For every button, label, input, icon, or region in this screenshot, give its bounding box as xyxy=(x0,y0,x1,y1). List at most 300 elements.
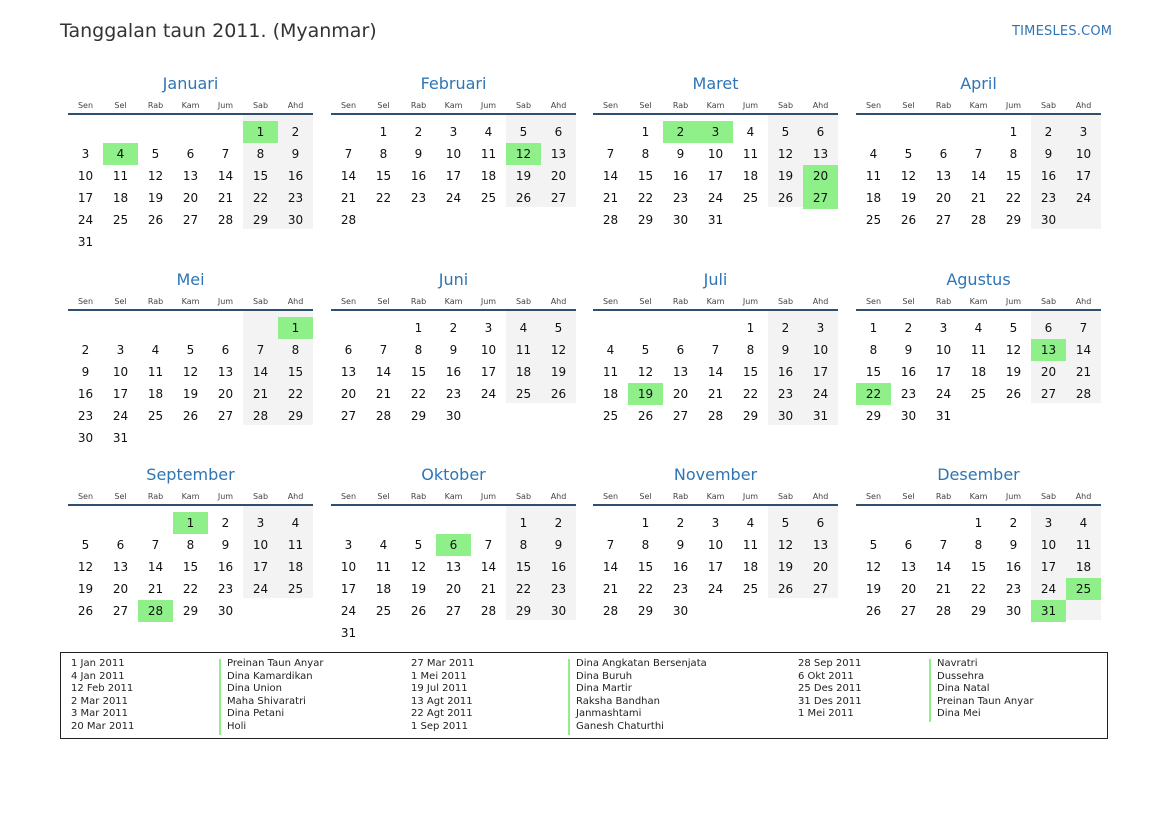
legend-date: 1 Mei 2011 xyxy=(798,708,854,720)
day-cell: 8 xyxy=(641,147,650,161)
legend-date: 25 Des 2011 xyxy=(798,683,862,695)
day-cell: 18 xyxy=(742,560,759,574)
day-cell: 7 xyxy=(256,343,265,357)
day-cell: 22 xyxy=(637,191,654,205)
day-cell: 6 xyxy=(554,125,563,139)
day-cell: 4 xyxy=(379,538,388,552)
day-cell: 11 xyxy=(287,538,304,552)
weekday-header: Jum xyxy=(217,101,234,110)
day-cell: 6 xyxy=(676,343,685,357)
month-rule xyxy=(331,309,576,311)
weekday-header: Kam xyxy=(444,297,463,306)
legend-date: 19 Jul 2011 xyxy=(411,683,468,695)
day-cell: 25 xyxy=(742,191,759,205)
day-cell: 25 xyxy=(865,213,882,227)
month-rule xyxy=(856,504,1101,506)
day-cell: 9 xyxy=(676,538,685,552)
weekday-header: Sab xyxy=(515,101,532,110)
day-cell: 18 xyxy=(515,365,532,379)
month-11 xyxy=(593,465,838,655)
weekday-header: Kam xyxy=(181,101,200,110)
weekday-header: Ahd xyxy=(287,101,304,110)
month-name: November xyxy=(673,465,758,484)
day-cell: 23 xyxy=(410,191,427,205)
weekday-header: Sen xyxy=(865,101,882,110)
day-cell: 31 xyxy=(935,409,952,423)
day-cell: 15 xyxy=(742,365,759,379)
day-cell: 10 xyxy=(1075,147,1092,161)
day-cell: 4 xyxy=(606,343,615,357)
day-cell: 4 xyxy=(746,125,755,139)
day-cell: 16 xyxy=(77,387,94,401)
weekday-header: Kam xyxy=(181,492,200,501)
day-cell: 25 xyxy=(287,582,304,596)
weekday-header: Rab xyxy=(672,297,689,306)
day-cell: 4 xyxy=(484,125,493,139)
month-12 xyxy=(856,465,1101,655)
weekday-header: Rab xyxy=(147,297,164,306)
legend-date: 20 Mar 2011 xyxy=(71,720,135,732)
day-cell: 3 xyxy=(939,321,948,335)
day-cell: 1 xyxy=(641,125,650,139)
weekday-header: Sen xyxy=(77,492,94,501)
day-cell: 23 xyxy=(550,582,567,596)
day-cell: 14 xyxy=(602,169,619,183)
day-cell: 11 xyxy=(1075,538,1092,552)
weekday-header: Ahd xyxy=(550,101,567,110)
weekday-header: Sen xyxy=(340,297,357,306)
day-cell: 10 xyxy=(445,147,462,161)
day-cell: 11 xyxy=(742,538,759,552)
day-cell: 29 xyxy=(410,409,427,423)
day-cell: 21 xyxy=(340,191,357,205)
day-cell: 16 xyxy=(445,365,462,379)
day-cell: 26 xyxy=(900,213,917,227)
day-cell: 30 xyxy=(77,431,94,445)
day-cell: 17 xyxy=(812,365,829,379)
month-name: Juli xyxy=(703,270,728,289)
day-cell: 21 xyxy=(147,582,164,596)
day-cell: 15 xyxy=(410,365,427,379)
day-cell: 6 xyxy=(816,516,825,530)
day-cell: 14 xyxy=(340,169,357,183)
weekday-header: Jum xyxy=(480,492,497,501)
day-cell: 19 xyxy=(515,169,532,183)
day-cell: 21 xyxy=(1075,365,1092,379)
day-cell: 24 xyxy=(812,387,829,401)
month-rule xyxy=(68,309,313,311)
day-cell: 10 xyxy=(77,169,94,183)
day-cell: 7 xyxy=(379,343,388,357)
month-rule xyxy=(593,504,838,506)
holiday-day: 19 xyxy=(628,383,663,405)
weekday-header: Ahd xyxy=(1075,297,1092,306)
day-cell: 9 xyxy=(414,147,423,161)
day-cell: 19 xyxy=(550,365,567,379)
day-cell: 27 xyxy=(112,604,129,618)
month-name: Oktober xyxy=(421,465,486,484)
weekday-header: Kam xyxy=(706,297,725,306)
legend-names xyxy=(227,658,323,734)
day-cell: 24 xyxy=(707,582,724,596)
month-name: Maret xyxy=(692,74,739,93)
day-cell: 12 xyxy=(147,169,164,183)
day-cell: 10 xyxy=(812,343,829,357)
weekday-header: Jum xyxy=(1005,492,1022,501)
day-cell: 3 xyxy=(256,516,265,530)
day-cell: 7 xyxy=(711,343,720,357)
weekday-header: Sen xyxy=(865,492,882,501)
day-cell: 10 xyxy=(707,538,724,552)
day-cell: 16 xyxy=(1040,169,1057,183)
legend-holiday-name: Preinan Taun Anyar xyxy=(937,695,1034,707)
weekday-header: Ahd xyxy=(812,297,829,306)
weekday-header: Ahd xyxy=(1075,101,1092,110)
day-cell: 15 xyxy=(515,560,532,574)
day-cell: 14 xyxy=(935,560,952,574)
day-cell: 13 xyxy=(112,560,129,574)
day-cell: 22 xyxy=(637,582,654,596)
weekday-header: Sel xyxy=(639,297,652,306)
weekday-header: Ahd xyxy=(287,492,304,501)
legend-color-bar xyxy=(219,659,221,735)
day-cell: 2 xyxy=(291,125,300,139)
weekday-header: Rab xyxy=(147,101,164,110)
day-cell: 10 xyxy=(707,147,724,161)
legend-holiday-name: Dina Kamardikan xyxy=(227,670,313,682)
month-name: Januari xyxy=(162,74,219,93)
day-cell: 14 xyxy=(707,365,724,379)
holiday-day: 31 xyxy=(1031,600,1066,622)
day-cell: 8 xyxy=(291,343,300,357)
weekday-header: Kam xyxy=(969,492,988,501)
day-cell: 24 xyxy=(77,213,94,227)
day-cell: 7 xyxy=(606,538,615,552)
day-cell: 31 xyxy=(77,235,94,249)
day-cell: 30 xyxy=(777,409,794,423)
day-cell: 3 xyxy=(344,538,353,552)
weekday-header: Ahd xyxy=(812,492,829,501)
day-cell: 28 xyxy=(252,409,269,423)
weekday-header: Sab xyxy=(1040,101,1057,110)
day-cell: 27 xyxy=(1040,387,1057,401)
day-cell: 26 xyxy=(147,213,164,227)
day-cell: 15 xyxy=(287,365,304,379)
month-8 xyxy=(856,270,1101,460)
day-cell: 31 xyxy=(812,409,829,423)
weekday-header: Sel xyxy=(114,101,127,110)
day-cell: 13 xyxy=(900,560,917,574)
day-cell: 17 xyxy=(1040,560,1057,574)
weekday-header: Ahd xyxy=(550,492,567,501)
weekday-header: Sel xyxy=(639,492,652,501)
holiday-day: 12 xyxy=(506,143,541,165)
month-rule xyxy=(856,309,1101,311)
day-cell: 3 xyxy=(816,321,825,335)
day-cell: 16 xyxy=(672,560,689,574)
day-cell: 14 xyxy=(217,169,234,183)
day-cell: 18 xyxy=(1075,560,1092,574)
weekday-header: Rab xyxy=(672,492,689,501)
month-name: Februari xyxy=(420,74,487,93)
day-cell: 18 xyxy=(480,169,497,183)
day-cell: 22 xyxy=(515,582,532,596)
day-cell: 10 xyxy=(480,343,497,357)
day-cell: 24 xyxy=(340,604,357,618)
day-cell: 4 xyxy=(869,147,878,161)
day-cell: 14 xyxy=(147,560,164,574)
holiday-day: 22 xyxy=(856,383,891,405)
day-cell: 30 xyxy=(217,604,234,618)
day-cell: 9 xyxy=(781,343,790,357)
day-cell: 23 xyxy=(287,191,304,205)
day-cell: 30 xyxy=(1005,604,1022,618)
holiday-day: 1 xyxy=(243,121,278,143)
day-cell: 9 xyxy=(554,538,563,552)
day-cell: 9 xyxy=(291,147,300,161)
day-cell: 7 xyxy=(606,147,615,161)
day-cell: 11 xyxy=(515,343,532,357)
day-cell: 20 xyxy=(217,387,234,401)
day-cell: 22 xyxy=(252,191,269,205)
day-cell: 7 xyxy=(344,147,353,161)
day-cell: 17 xyxy=(707,169,724,183)
day-cell: 11 xyxy=(112,169,129,183)
day-cell: 20 xyxy=(672,387,689,401)
month-rule xyxy=(856,113,1101,115)
day-cell: 27 xyxy=(935,213,952,227)
holiday-day: 2 xyxy=(663,121,698,143)
day-cell: 19 xyxy=(1005,365,1022,379)
day-cell: 9 xyxy=(221,538,230,552)
day-cell: 21 xyxy=(480,582,497,596)
day-cell: 29 xyxy=(637,604,654,618)
day-cell: 27 xyxy=(900,604,917,618)
holiday-day: 20 xyxy=(803,165,838,187)
day-cell: 29 xyxy=(865,409,882,423)
day-cell: 23 xyxy=(1040,191,1057,205)
day-cell: 22 xyxy=(375,191,392,205)
weekday-header: Rab xyxy=(410,297,427,306)
day-cell: 29 xyxy=(287,409,304,423)
day-cell: 19 xyxy=(77,582,94,596)
day-cell: 3 xyxy=(484,321,493,335)
day-cell: 28 xyxy=(375,409,392,423)
month-5 xyxy=(68,270,313,460)
day-cell: 16 xyxy=(287,169,304,183)
weekday-header: Jum xyxy=(1005,297,1022,306)
weekday-header: Ahd xyxy=(812,101,829,110)
day-cell: 18 xyxy=(287,560,304,574)
day-cell: 21 xyxy=(970,191,987,205)
day-cell: 19 xyxy=(865,582,882,596)
weekday-header: Rab xyxy=(410,492,427,501)
legend-holiday-name: Maha Shivaratri xyxy=(227,695,306,707)
legend-holiday-name: Dina Union xyxy=(227,683,283,695)
legend-date: 1 Sep 2011 xyxy=(411,720,469,732)
weekday-header: Ahd xyxy=(1075,492,1092,501)
day-cell: 13 xyxy=(445,560,462,574)
day-cell: 28 xyxy=(1075,387,1092,401)
day-cell: 24 xyxy=(935,387,952,401)
day-cell: 27 xyxy=(217,409,234,423)
day-cell: 6 xyxy=(221,343,230,357)
holiday-day: 4 xyxy=(103,143,138,165)
day-cell: 17 xyxy=(77,191,94,205)
day-cell: 14 xyxy=(480,560,497,574)
day-cell: 4 xyxy=(519,321,528,335)
weekday-header: Jum xyxy=(742,297,759,306)
day-cell: 5 xyxy=(414,538,423,552)
day-cell: 5 xyxy=(519,125,528,139)
month-name: Mei xyxy=(176,270,205,289)
weekday-header: Rab xyxy=(672,101,689,110)
day-cell: 8 xyxy=(519,538,528,552)
day-cell: 22 xyxy=(410,387,427,401)
weekday-header: Jum xyxy=(480,101,497,110)
holiday-day: 1 xyxy=(173,512,208,534)
holiday-legend xyxy=(60,652,1108,739)
weekday-header: Sel xyxy=(377,492,390,501)
day-cell: 24 xyxy=(252,582,269,596)
day-cell: 18 xyxy=(970,365,987,379)
legend-color-bar xyxy=(568,659,570,735)
weekday-header: Sab xyxy=(1040,492,1057,501)
holiday-day: 27 xyxy=(803,187,838,209)
day-cell: 3 xyxy=(1044,516,1053,530)
day-cell: 26 xyxy=(637,409,654,423)
day-cell: 28 xyxy=(480,604,497,618)
day-cell: 23 xyxy=(77,409,94,423)
day-cell: 5 xyxy=(554,321,563,335)
day-cell: 25 xyxy=(147,409,164,423)
weekday-header: Sen xyxy=(77,297,94,306)
day-cell: 24 xyxy=(445,191,462,205)
legend-date: 6 Okt 2011 xyxy=(798,670,854,682)
weekday-header: Sen xyxy=(602,297,619,306)
day-cell: 14 xyxy=(252,365,269,379)
day-cell: 29 xyxy=(1005,213,1022,227)
weekday-header: Kam xyxy=(969,297,988,306)
month-10 xyxy=(331,465,576,655)
legend-holiday-name: Dina Buruh xyxy=(576,670,633,682)
legend-date: 3 Mar 2011 xyxy=(71,708,129,720)
weekday-header: Ahd xyxy=(287,297,304,306)
day-cell: 27 xyxy=(182,213,199,227)
day-cell: 20 xyxy=(812,560,829,574)
day-cell: 8 xyxy=(746,343,755,357)
day-cell: 12 xyxy=(777,538,794,552)
day-cell: 28 xyxy=(707,409,724,423)
weekday-header: Jum xyxy=(480,297,497,306)
day-cell: 5 xyxy=(641,343,650,357)
day-cell: 12 xyxy=(900,169,917,183)
day-cell: 1 xyxy=(974,516,983,530)
day-cell: 26 xyxy=(410,604,427,618)
day-cell: 2 xyxy=(1044,125,1053,139)
weekday-header: Jum xyxy=(217,297,234,306)
day-cell: 16 xyxy=(410,169,427,183)
month-rule xyxy=(68,113,313,115)
day-cell: 1 xyxy=(519,516,528,530)
weekday-header: Sab xyxy=(515,297,532,306)
month-name: Desember xyxy=(937,465,1020,484)
day-cell: 19 xyxy=(182,387,199,401)
weekday-header: Sel xyxy=(902,297,915,306)
day-cell: 15 xyxy=(865,365,882,379)
day-cell: 8 xyxy=(869,343,878,357)
day-cell: 21 xyxy=(602,191,619,205)
legend-holiday-name: Dina Mei xyxy=(937,708,981,720)
weekday-header: Sab xyxy=(252,492,269,501)
day-cell: 17 xyxy=(480,365,497,379)
day-cell: 25 xyxy=(970,387,987,401)
month-9 xyxy=(68,465,313,655)
weekday-header: Kam xyxy=(706,101,725,110)
day-cell: 17 xyxy=(707,560,724,574)
day-cell: 19 xyxy=(777,169,794,183)
day-cell: 20 xyxy=(935,191,952,205)
day-cell: 11 xyxy=(480,147,497,161)
day-cell: 1 xyxy=(869,321,878,335)
day-cell: 19 xyxy=(410,582,427,596)
day-cell: 2 xyxy=(1009,516,1018,530)
day-cell: 11 xyxy=(865,169,882,183)
day-cell: 10 xyxy=(252,538,269,552)
legend-date: 4 Jan 2011 xyxy=(71,670,125,682)
day-cell: 19 xyxy=(777,560,794,574)
day-cell: 12 xyxy=(637,365,654,379)
weekday-header: Kam xyxy=(706,492,725,501)
legend-holiday-name: Ganesh Chaturthi xyxy=(576,720,664,732)
weekday-header: Ahd xyxy=(550,297,567,306)
holiday-day: 6 xyxy=(436,534,471,556)
day-cell: 20 xyxy=(340,387,357,401)
holiday-day: 13 xyxy=(1031,339,1066,361)
weekday-header: Sel xyxy=(114,492,127,501)
day-cell: 3 xyxy=(449,125,458,139)
day-cell: 25 xyxy=(742,582,759,596)
day-cell: 24 xyxy=(1040,582,1057,596)
day-cell: 11 xyxy=(375,560,392,574)
day-cell: 23 xyxy=(217,582,234,596)
day-cell: 4 xyxy=(291,516,300,530)
legend-date: 1 Mei 2011 xyxy=(411,670,467,682)
weekday-header: Kam xyxy=(969,101,988,110)
day-cell: 23 xyxy=(900,387,917,401)
day-cell: 25 xyxy=(480,191,497,205)
day-cell: 14 xyxy=(375,365,392,379)
day-cell: 8 xyxy=(256,147,265,161)
day-cell: 5 xyxy=(781,125,790,139)
day-cell: 1 xyxy=(1009,125,1018,139)
legend-holiday-name: Janmashtami xyxy=(576,708,642,720)
day-cell: 20 xyxy=(445,582,462,596)
day-cell: 15 xyxy=(252,169,269,183)
day-cell: 6 xyxy=(1044,321,1053,335)
day-cell: 7 xyxy=(484,538,493,552)
month-rule xyxy=(331,113,576,115)
day-cell: 17 xyxy=(112,387,129,401)
month-3 xyxy=(593,74,838,264)
day-cell: 4 xyxy=(151,343,160,357)
brand-link[interactable]: TIMESLES.COM xyxy=(1012,24,1113,39)
day-cell: 23 xyxy=(777,387,794,401)
day-cell: 2 xyxy=(81,343,90,357)
day-cell: 17 xyxy=(935,365,952,379)
weekday-header: Rab xyxy=(935,297,952,306)
day-cell: 12 xyxy=(77,560,94,574)
